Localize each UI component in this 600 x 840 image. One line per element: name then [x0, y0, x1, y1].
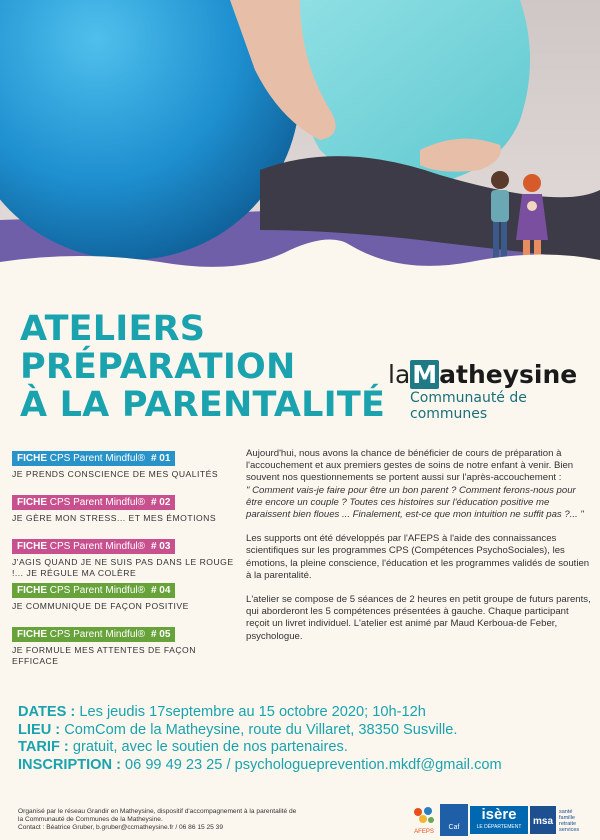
msa-sub-4: services: [559, 827, 580, 833]
fiche-tag: [12, 539, 175, 554]
fiche-label: FICHE: [17, 453, 47, 464]
caf-logo: [440, 804, 468, 836]
logo-m: M: [412, 360, 438, 389]
event-info: [18, 704, 593, 774]
description-paragraph-3: L'atelier se compose de 5 séances de 2 heures en petit groupe de futurs parents, qui aborderont les 5 compétences présentées à gauche. Chaque participant reçoit un livret individuel. L'atelier est animé par Maud Kerboua-de Feber, psychologue.: [246, 594, 591, 642]
dates-value: Les jeudis 17septembre au 15 octobre 2020; 10h-12h: [79, 704, 426, 720]
fiche-item: [12, 492, 242, 536]
msa-logo: [530, 806, 592, 834]
tarif-label: TARIF :: [18, 739, 69, 755]
footer-text: [18, 808, 418, 833]
msa-sub-1: santé: [559, 809, 573, 815]
logo-rest: atheysine: [439, 360, 578, 389]
fiche-tag: [12, 495, 175, 510]
inscription-label: INSCRIPTION :: [18, 756, 121, 773]
lieu-row: [18, 722, 593, 740]
lieu-value: ComCom de la Matheysine, route du Villaret, 38350 Susville.: [64, 721, 458, 738]
afeps-icon: [410, 804, 438, 836]
fiche-item: [12, 580, 242, 624]
msa-label: msa: [532, 816, 554, 827]
fiche-number: # 02: [150, 497, 171, 508]
caf-label: Caf: [448, 824, 460, 831]
fiche-text: JE FORMULE MES ATTENTES DE FAÇON EFFICACE: [12, 645, 196, 666]
header-photo: [0, 0, 600, 300]
msa-icon: [530, 806, 592, 834]
inscription-row: [18, 757, 593, 775]
fiche-name: CPS Parent Mindful®: [49, 541, 145, 552]
fiche-name: CPS Parent Mindful®: [49, 585, 145, 596]
fiche-name: CPS Parent Mindful®: [49, 453, 145, 464]
fiche-name: CPS Parent Mindful®: [49, 629, 145, 640]
footer-line-1: Organisé par le réseau Grandir en Matheysine, dispositif d'accompagnement à la parentalité de: [18, 808, 297, 815]
description-text: Aujourd'hui, nous avons la chance de bénéficier de cours de préparation à l'accouchement et aux premiers gestes de soins de notre enfant à venir. Bien souvent nos questionnements se portent aussi sur l'après-accouchement :: [246, 448, 574, 484]
matheysine-logo: [388, 360, 588, 422]
afeps-label: AFEPS: [414, 829, 434, 835]
msa-sub-2: famille: [559, 815, 575, 821]
fiche-tag: [12, 627, 175, 642]
dates-label: DATES :: [18, 704, 76, 720]
title-line-2: À LA PARENTALITÉ: [20, 385, 386, 425]
fiche-label: FICHE: [17, 497, 47, 508]
fiche-item: [12, 448, 242, 492]
inscription-value: 06 99 49 23 25 / psychologueprevention.mkdf@gmail.com: [125, 756, 502, 773]
dates-row: [18, 704, 593, 722]
description: [246, 448, 591, 655]
fiche-label: FICHE: [17, 541, 47, 552]
fiche-text: J'AGIS QUAND JE NE SUIS PAS DANS LE ROUGE !... JE RÉGULE MA COLÈRE: [12, 557, 234, 578]
isere-sublabel: LE DÉPARTEMENT: [476, 824, 522, 830]
isere-logo: [470, 806, 528, 834]
fiche-label: FICHE: [17, 585, 47, 596]
fiche-number: # 05: [150, 629, 171, 640]
footer-line-2: la Communauté de Communes de la Matheysine.: [18, 816, 163, 824]
description-paragraph-1: [246, 448, 591, 521]
fiches-list: [12, 448, 242, 668]
footer: [0, 800, 600, 840]
fiche-number: # 01: [150, 453, 171, 464]
title-line-1: ATELIERS PRÉPARATION: [20, 309, 296, 387]
tarif-value: gratuit, avec le soutien de nos partenaires.: [72, 739, 348, 755]
fiche-number: # 04: [150, 585, 171, 596]
footer-contact: Contact : Béatrice Gruber, b.gruber@ccmatheysine.fr / 06 86 15 25 39: [18, 824, 223, 832]
fiche-name: CPS Parent Mindful®: [49, 497, 145, 508]
fiche-item: [12, 624, 242, 668]
lieu-label: LIEU :: [18, 721, 61, 738]
afeps-logo: [410, 804, 438, 836]
fiche-text: JE COMMUNIQUE DE FAÇON POSITIVE: [12, 601, 189, 611]
description-paragraph-2: Les supports ont été développés par l'AFEPS à l'aide des connaissances scientifiques sur les programmes CPS (Compétences PsychoSociales), les émotions, la pleine conscience, l'éducation et les programmes validés de soutien à la parentalité.: [246, 533, 590, 581]
tarif-row: [18, 739, 593, 757]
logo-subtitle: Communauté de communes: [410, 390, 527, 422]
fiche-text: JE PRENDS CONSCIENCE DE MES QUALITÉS: [12, 469, 219, 479]
fiche-text: JE GÈRE MON STRESS... ET MES ÉMOTIONS: [12, 513, 217, 523]
msa-sub-3: retraite: [559, 821, 577, 827]
fiche-tag: [12, 451, 175, 466]
description-quote: " Comment vais-je faire pour être un bon parent ? Comment ferons-nous pour être encore un couple ? Toutes ces histoires sur l'éducation positive me paraissent bien floues ... Finalement, est-ce que mon intuition ne suffit pas ?... ": [246, 484, 584, 521]
fiche-number: # 03: [150, 541, 171, 552]
fiche-label: FICHE: [17, 629, 47, 640]
isere-label: isère: [481, 806, 517, 823]
logo-prefix: la: [388, 360, 411, 389]
fiche-item: [12, 536, 242, 580]
wave-divider: [0, 0, 600, 300]
fiche-tag: [12, 583, 175, 598]
